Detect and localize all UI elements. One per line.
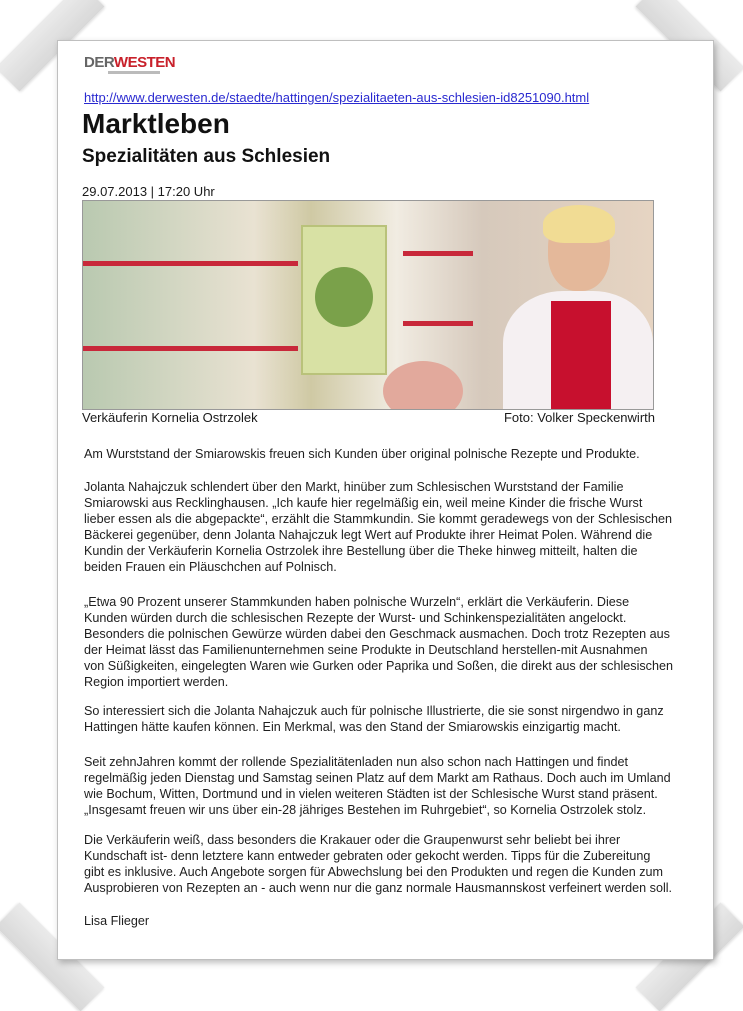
article-url-link[interactable]: http://www.derwesten.de/staedte/hattingen/spezialitaeten-aus-schlesien-id8251090.html <box>84 90 590 105</box>
paragraph-line: So interessiert sich die Jolanta Nahajczuk auch für polnische Illustrierte, die sie sonst nirgendwo in ganz <box>84 704 664 718</box>
paragraph-line: beiden Frauen ein Pläuschchen auf Polnisch. <box>84 560 337 574</box>
article-paragraph <box>84 446 640 462</box>
paragraph-line: Ausprobieren von Rezepten an - auch wenn nur die ganz normale Hausmannskost verfeinert werden soll. <box>84 881 673 895</box>
paragraph-line: Bäckerei gegenüber, denn Jolanta Nahajczuk legt Wert auf Produkte ihrer Heimat Polen. Während die <box>84 528 653 542</box>
paragraph-line: von Süßigkeiten, eingelegten Waren wie Gurken oder Paprika und Soßen, die direkt aus der schlesischen <box>84 659 673 673</box>
paragraph-line: Besonders die polnischen Gewürze würden dabei den Geschmack ausmachen. Doch trotz Rezepten aus <box>84 627 670 641</box>
paragraph-line: gibt es inklusive. Auch Angebote sorgen für Abwechslung bei den Produkten und regen die Kunden zum <box>84 865 664 879</box>
article-paragraph <box>84 754 671 818</box>
paragraph-line: Kunden würden durch die schlesischen Rezepte der Wurst- und Schinkenspezialitäten angelockt. <box>84 611 627 625</box>
paragraph-line: wie Bochum, Witten, Dortmund und in vielen weiteren Städten ist der Schlesische Wurst stand präsent. <box>84 787 658 801</box>
article-title: Marktleben <box>82 108 230 139</box>
logo-tagline <box>108 71 160 74</box>
paragraph-line: Seit zehnJahren kommt der rollende Spezialitätenladen nun also schon nach Hattingen und findet <box>84 755 628 769</box>
article-subtitle: Spezialitäten aus Schlesien <box>82 146 331 167</box>
article-paragraph <box>84 703 664 735</box>
article-author: Lisa Flieger <box>84 914 150 928</box>
paragraph-line: Kundin der Verkäuferin Kornelia Ostrzolek ihre Bestellung über die Theke hinweg mitteilt, halten die <box>84 544 638 558</box>
photo-caption: Verkäuferin Kornelia Ostrzolek <box>82 410 258 425</box>
paragraph-line: Region importiert werden. <box>84 675 229 689</box>
paragraph-line: Smiarowski aus Recklinghausen. „Ich kaufe hier regelmäßig ein, weil meine Kinder die frische Wurst <box>84 496 643 510</box>
derwesten-logo: DERWESTEN <box>84 54 176 71</box>
paragraph-line: Jolanta Nahajczuk schlendert über den Markt, hinüber zum Schlesischen Wurststand der Familie <box>84 480 624 494</box>
paragraph-line: Hattingen hätte kaufen können. Ein Merkmal, was den Stand der Smiarowskis einzigartig macht. <box>84 720 621 734</box>
paragraph-line: der Heimat lässt das Familienunternehmen seine Produkte in Deutschland herstellen-mit Ausnahmen <box>84 643 648 657</box>
paragraph-line: lieber essen als die abgepackte“, erzählt die Stammkundin. Sie kommt geradewegs von der Schlesischen <box>84 512 673 526</box>
article-paragraph <box>84 832 672 896</box>
paragraph-line: Kundschaft ist- denn letztere kann entweder gebraten oder gekocht werden. Tipps für die Zubereitung <box>84 849 651 863</box>
photo-credit: Foto: Volker Speckenwirth <box>503 410 655 425</box>
article-paragraph <box>84 479 672 575</box>
paragraph-line: Am Wurststand der Smiarowskis freuen sich Kunden über original polnische Rezepte und Produkte. <box>84 447 640 461</box>
article-date: 29.07.2013 | 17:20 Uhr <box>82 184 215 199</box>
paragraph-line: „Insgesamt freuen wir uns über ein-28 jähriges Bestehen im Ruhrgebiet“, so Kornelia Ostrzolek stolz. <box>84 803 647 817</box>
article-paragraph <box>84 594 673 690</box>
paragraph-line: regelmäßig jeden Dienstag und Samstag seinen Platz auf dem Markt am Rathaus. Doch auch im Umland <box>84 771 671 785</box>
paragraph-line: „Etwa 90 Prozent unserer Stammkunden haben polnische Wurzeln“, erklärt die Verkäuferin. Diese <box>84 595 630 609</box>
paragraph-line: Die Verkäuferin weiß, dass besonders die Krakauer oder die Graupenwurst sehr beliebt bei ihrer <box>84 833 621 847</box>
article-photo <box>82 200 654 410</box>
